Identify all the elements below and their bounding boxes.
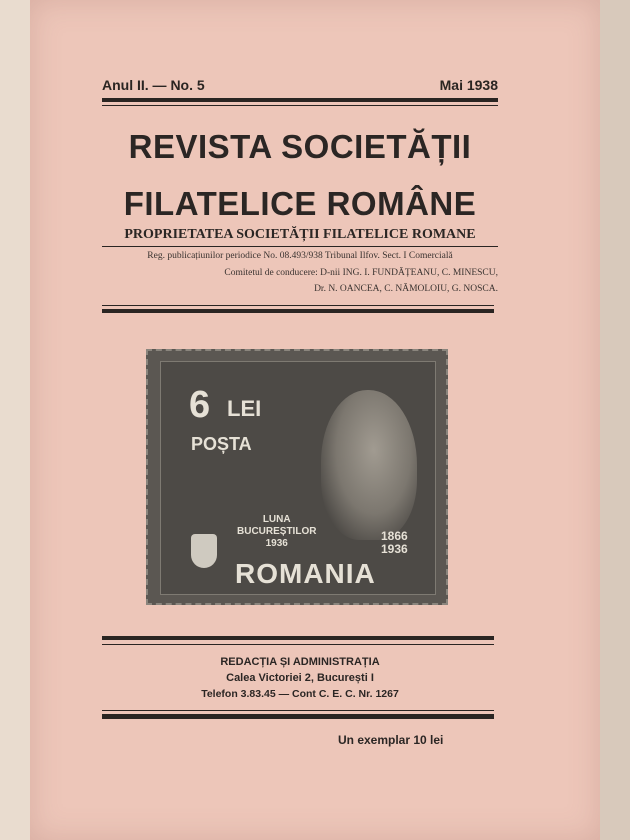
price-text: Un exemplar 10 lei — [338, 733, 444, 747]
rule-mid-thin — [102, 305, 494, 306]
issue-date: Mai 1938 — [439, 77, 498, 93]
postage-stamp-image — [146, 349, 448, 605]
issue-number: Anul II. — No. 5 — [102, 77, 205, 93]
stamp-luna-2: BUCUREȘTILOR — [237, 526, 317, 537]
rule-footer-thin — [102, 710, 494, 711]
stamp-years — [381, 530, 408, 556]
committee-line-1: Comitetul de conducere: D-nii ING. I. FUNDĂȚEANU, C. MINESCU, — [224, 268, 498, 278]
rule-footer-thick — [102, 714, 494, 719]
title-line-1: REVISTA SOCIETĂȚII — [128, 128, 472, 165]
stamp-country: ROMANIA — [235, 558, 376, 589]
rule-sub — [102, 246, 498, 247]
rule-mid-thick — [102, 309, 494, 313]
stamp-value: 6 — [189, 384, 211, 426]
rule-top-thick — [102, 98, 498, 102]
subtitle: PROPRIETATEA SOCIETĂȚII FILATELICE ROMANE — [124, 227, 476, 242]
title-line-2: FILATELICE ROMÂNE — [123, 185, 477, 222]
page-edge-right — [600, 0, 630, 840]
page-edge-left — [0, 0, 30, 840]
committee-line-2: Dr. N. OANCEA, C. NĂMOLOIU, G. NOSCA. — [314, 284, 498, 294]
address-line-2: Calea Victoriei 2, București I — [226, 672, 374, 684]
stamp-luna-3: 1936 — [265, 538, 288, 549]
rule-bottom-thin — [102, 644, 494, 645]
address-line-1: REDACȚIA ȘI ADMINISTRAȚIA — [220, 656, 380, 668]
stamp-frame — [160, 361, 436, 595]
stamp-posta: POȘTA — [191, 434, 252, 454]
address-line-3: Telefon 3.83.45 — Cont C. E. C. Nr. 1267 — [201, 688, 399, 700]
stamp-luna-1: LUNA — [262, 514, 291, 525]
registration-text: Reg. publicațiunilor periodice No. 08.493/938 Tribunal Ilfov. Sect. I Comercială — [147, 251, 453, 261]
king-portrait — [321, 390, 417, 540]
stamp-luna — [237, 514, 316, 550]
coat-of-arms-icon — [191, 534, 217, 568]
stamp-currency: LEI — [227, 396, 262, 421]
stamp-year-2: 1936 — [381, 542, 408, 556]
rule-top-thin — [102, 105, 498, 106]
rule-bottom-thick — [102, 636, 494, 640]
stamp-year-1: 1866 — [381, 529, 408, 543]
